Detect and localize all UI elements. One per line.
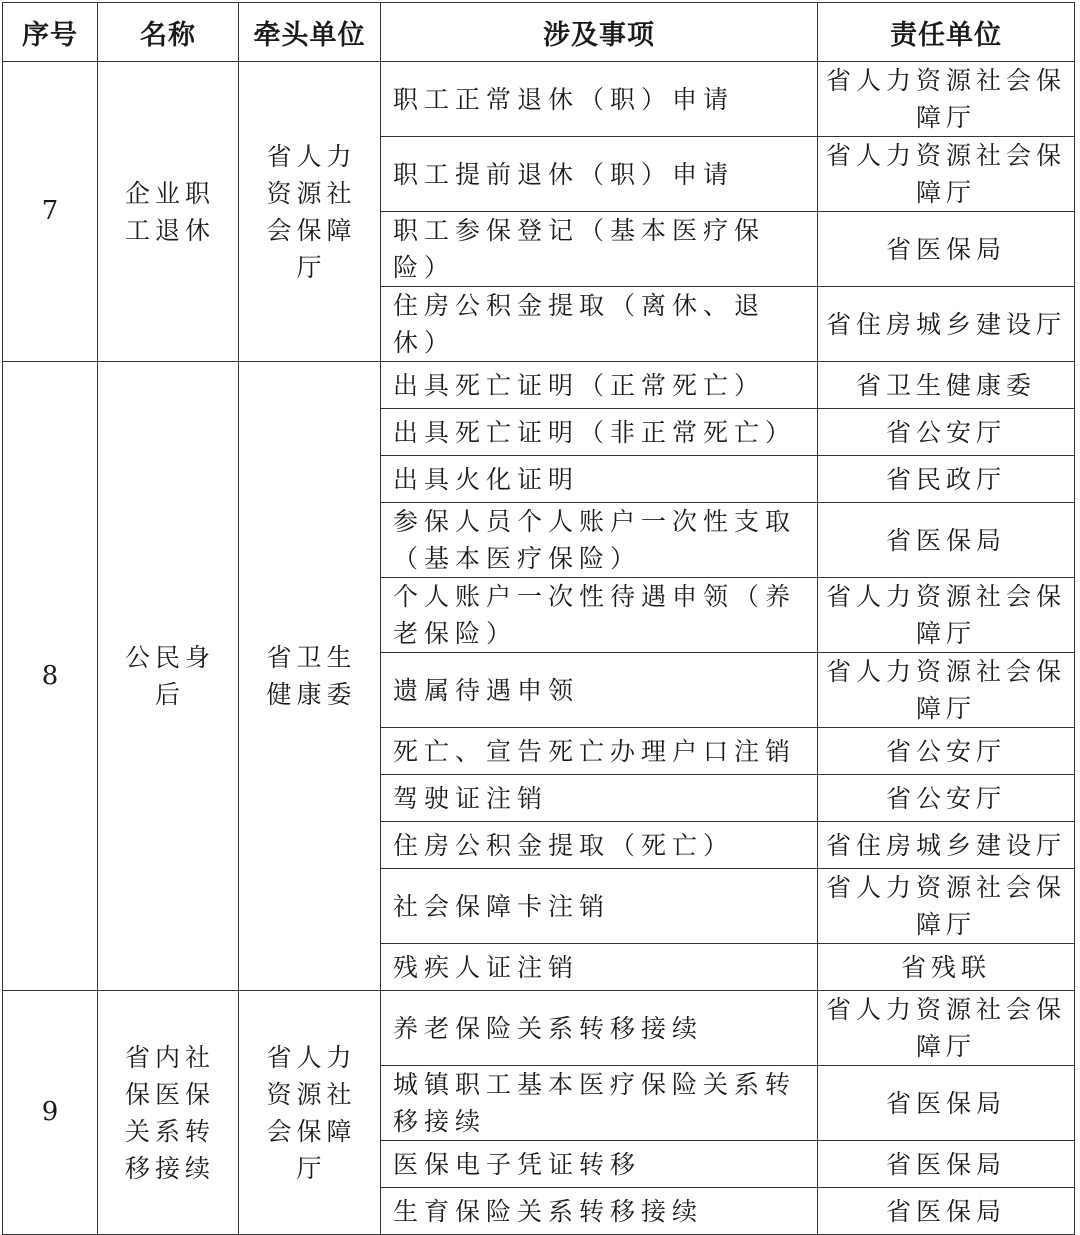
responsible-unit-cell: 省民政厅	[818, 456, 1075, 503]
table-row	[3, 62, 1075, 137]
header-cell-unit: 责任单位	[818, 3, 1075, 62]
matter-cell: 出具死亡证明（正常死亡）	[381, 362, 818, 409]
responsible-unit-cell: 省人力资源社会保障厅	[818, 991, 1075, 1066]
matter-cell: 职工提前退休（职）申请	[381, 137, 818, 212]
matters-table	[2, 2, 1075, 1235]
responsible-unit-cell: 省医保局	[818, 212, 1075, 287]
responsible-unit-cell: 省残联	[818, 944, 1075, 991]
responsible-unit-cell: 省人力资源社会保障厅	[818, 578, 1075, 653]
group-number: 8	[3, 362, 98, 991]
responsible-unit-cell: 省医保局	[818, 1066, 1075, 1141]
responsible-unit-cell: 省公安厅	[818, 409, 1075, 456]
matter-cell: 城镇职工基本医疗保险关系转移接续	[381, 1066, 818, 1141]
matter-cell: 生育保险关系转移接续	[381, 1188, 818, 1235]
responsible-unit-cell: 省公安厅	[818, 775, 1075, 822]
matter-cell: 养老保险关系转移接续	[381, 991, 818, 1066]
matter-cell: 住房公积金提取（死亡）	[381, 822, 818, 869]
responsible-unit-cell: 省卫生健康委	[818, 362, 1075, 409]
matter-cell: 参保人员个人账户一次性支取（基本医疗保险）	[381, 503, 818, 578]
matter-cell: 驾驶证注销	[381, 775, 818, 822]
group-name: 公民身后	[98, 362, 239, 991]
responsible-unit-cell: 省人力资源社会保障厅	[818, 62, 1075, 137]
matter-cell: 职工参保登记（基本医疗保险）	[381, 212, 818, 287]
group-number: 9	[3, 991, 98, 1235]
group-name: 企业职工退休	[98, 62, 239, 362]
responsible-unit-cell: 省医保局	[818, 503, 1075, 578]
matter-cell: 职工正常退休（职）申请	[381, 62, 818, 137]
header-cell-item: 涉及事项	[381, 3, 818, 62]
matter-cell: 死亡、宣告死亡办理户口注销	[381, 728, 818, 775]
matter-cell: 残疾人证注销	[381, 944, 818, 991]
header-cell-name: 名称	[98, 3, 239, 62]
header-cell-lead: 牵头单位	[239, 3, 381, 62]
group-lead-unit: 省人力资源社会保障厅	[239, 62, 381, 362]
matter-cell: 遗属待遇申领	[381, 653, 818, 728]
group-number: 7	[3, 62, 98, 362]
header-cell-no: 序号	[3, 3, 98, 62]
responsible-unit-cell: 省医保局	[818, 1141, 1075, 1188]
header-row	[3, 3, 1075, 62]
group-lead-unit: 省卫生健康委	[239, 362, 381, 991]
group-lead-unit: 省人力资源社会保障厅	[239, 991, 381, 1235]
responsible-unit-cell: 省公安厅	[818, 728, 1075, 775]
matter-cell: 社会保障卡注销	[381, 869, 818, 944]
responsible-unit-cell: 省人力资源社会保障厅	[818, 137, 1075, 212]
table-row	[3, 991, 1075, 1066]
responsible-unit-cell: 省住房城乡建设厅	[818, 822, 1075, 869]
matter-cell: 医保电子凭证转移	[381, 1141, 818, 1188]
matter-cell: 出具死亡证明（非正常死亡）	[381, 409, 818, 456]
responsible-unit-cell: 省医保局	[818, 1188, 1075, 1235]
matter-cell: 住房公积金提取（离休、退休）	[381, 287, 818, 362]
responsible-unit-cell: 省人力资源社会保障厅	[818, 653, 1075, 728]
responsible-unit-cell: 省人力资源社会保障厅	[818, 869, 1075, 944]
matter-cell: 出具火化证明	[381, 456, 818, 503]
matter-cell: 个人账户一次性待遇申领（养老保险）	[381, 578, 818, 653]
table-row	[3, 362, 1075, 409]
responsible-unit-cell: 省住房城乡建设厅	[818, 287, 1075, 362]
group-name: 省内社保医保关系转移接续	[98, 991, 239, 1235]
